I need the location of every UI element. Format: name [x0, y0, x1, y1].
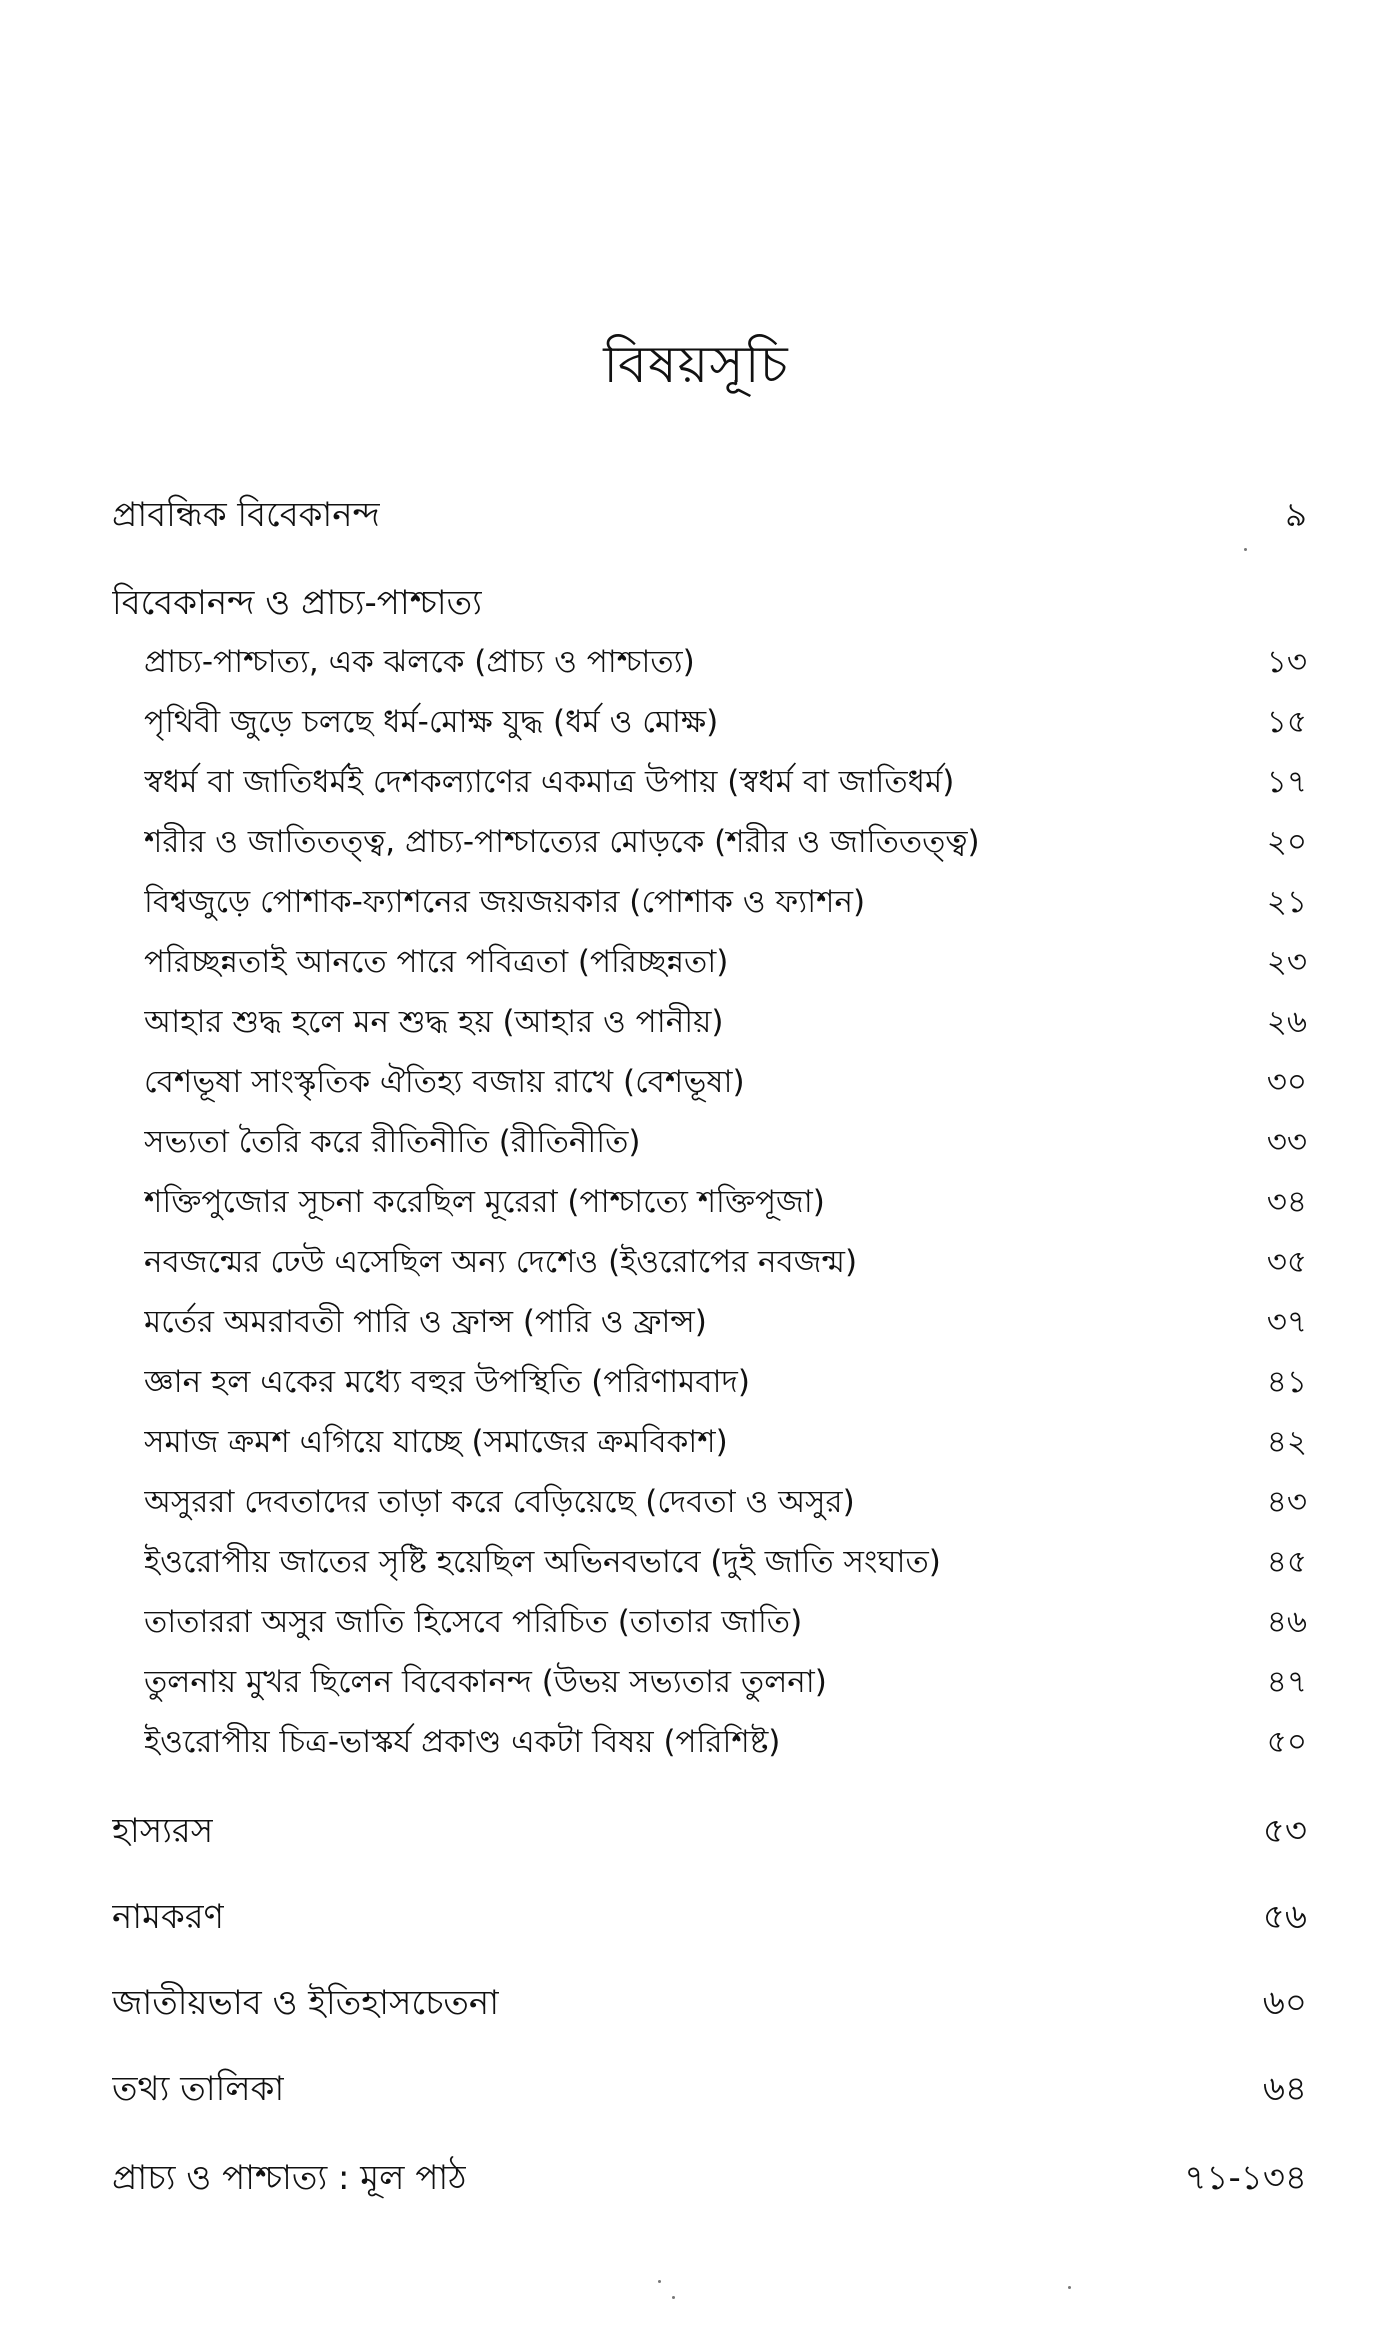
toc-entry-page: ২৩	[1266, 944, 1307, 980]
toc-entry-page: ২১	[1266, 884, 1307, 920]
toc-subentry	[144, 1120, 1307, 1164]
toc-section-heading	[112, 580, 1307, 626]
toc-subentry	[144, 760, 1307, 804]
toc-entry-label: শরীর ও জাতিতত্ত্ব, প্রাচ্য-পাশ্চাত্যের মোড়কে (শরীর ও জাতিতত্ত্ব)	[144, 824, 980, 860]
toc-entry-page: ৬০	[1262, 1983, 1307, 2023]
page-title: বিষয়সূচি	[603, 335, 789, 395]
toc-entry-label: বিবেকানন্দ ও প্রাচ্য-পাশ্চাত্য	[112, 583, 482, 623]
toc-entry	[112, 1980, 1307, 2026]
toc-entry-page: ৫০	[1266, 1724, 1307, 1760]
toc-entry-label: অসুররা দেবতাদের তাড়া করে বেড়িয়েছে (দেবতা ও অসুর)	[144, 1484, 855, 1520]
toc-subentry	[144, 940, 1307, 984]
toc-entry-page: ২০	[1266, 824, 1307, 860]
toc-entry-label: পরিচ্ছন্নতাই আনতে পারে পবিত্রতা (পরিচ্ছন্নতা)	[144, 944, 729, 980]
toc-entry-label: জ্ঞান হল একের মধ্যে বহুর উপস্থিতি (পরিণামবাদ)	[144, 1364, 750, 1400]
paper-speck	[672, 2296, 675, 2299]
toc-subentry	[144, 1240, 1307, 1284]
toc-entry-label: হাস্যরস	[112, 1811, 214, 1851]
toc-entry-page: ৯	[1284, 495, 1307, 535]
toc-entry-label: তাতাররা অসুর জাতি হিসেবে পরিচিত (তাতার জাতি)	[144, 1604, 803, 1640]
toc-entry-page: ৭১-১৩৪	[1184, 2158, 1307, 2198]
toc-subentry	[144, 1060, 1307, 1104]
toc-entry-page: ৪২	[1266, 1424, 1307, 1460]
toc-entry-label: মর্তের অমরাবতী পারি ও ফ্রান্স (পারি ও ফ্রান্স)	[144, 1304, 707, 1340]
toc-entry-page: ৪১	[1266, 1364, 1307, 1400]
toc-entry-page: ৫৩	[1262, 1811, 1307, 1851]
toc-subentry	[144, 1660, 1307, 1704]
toc-entry-page: ২৬	[1266, 1004, 1307, 1040]
toc-entry-label: শক্তিপুজোর সূচনা করেছিল মূরেরা (পাশ্চাত্যে শক্তিপূজা)	[144, 1184, 825, 1220]
toc-entry-page: ৪৫	[1266, 1544, 1307, 1580]
toc-entry-label: নামকরণ	[112, 1897, 225, 1937]
toc-subentry	[144, 1000, 1307, 1044]
paper-speck	[658, 2280, 661, 2283]
toc-entry-label: বিশ্বজুড়ে পোশাক-ফ্যাশনের জয়জয়কার (পোশাক ও ফ্যাশন)	[144, 884, 866, 920]
toc-entry-page: ৩৫	[1266, 1244, 1307, 1280]
toc-entry-label: ইওরোপীয় জাতের সৃষ্টি হয়েছিল অভিনবভাবে (দুই জাতি সংঘাত)	[144, 1544, 941, 1580]
toc-entry-page: ১৭	[1266, 764, 1307, 800]
toc-entry-label: জাতীয়ভাব ও ইতিহাসচেতনা	[112, 1983, 500, 2023]
toc-entry-label: প্রাচ্য ও পাশ্চাত্য : মূল পাঠ	[112, 2158, 467, 2198]
toc-subentry	[144, 1720, 1307, 1764]
toc-entry-label: সভ্যতা তৈরি করে রীতিনীতি (রীতিনীতি)	[144, 1124, 641, 1160]
toc-entry-label: ইওরোপীয় চিত্র-ভাস্কর্য প্রকাণ্ড একটা বিষয় (পরিশিষ্ট)	[144, 1724, 781, 1760]
toc-entry-label: নবজন্মের ঢেউ এসেছিল অন্য দেশেও (ইওরোপের নবজন্ম)	[144, 1244, 858, 1280]
toc-entry-page: ৪৭	[1266, 1664, 1307, 1700]
toc-entry-label: সমাজ ক্রমশ এগিয়ে যাচ্ছে (সমাজের ক্রমবিকাশ)	[144, 1424, 728, 1460]
toc-entry	[112, 2155, 1307, 2201]
toc-subentry	[144, 1540, 1307, 1584]
toc-entry-label: তথ্য তালিকা	[112, 2069, 285, 2109]
toc-entry	[112, 2066, 1307, 2112]
toc-entry-page: ৪৩	[1266, 1484, 1307, 1520]
toc-entry-page: ৩৩	[1266, 1124, 1307, 1160]
toc-subentry	[144, 1420, 1307, 1464]
toc-entry	[112, 1808, 1307, 1854]
paper-speck	[1244, 548, 1247, 551]
toc-entry-page: ৩০	[1266, 1064, 1307, 1100]
toc-entry-label: স্বধর্ম বা জাতিধর্মই দেশকল্যাণের একমাত্র উপায় (স্বধর্ম বা জাতিধর্ম)	[144, 764, 955, 800]
toc-subentry	[144, 1480, 1307, 1524]
toc-entry	[112, 492, 1307, 538]
toc-entry-label: তুলনায় মুখর ছিলেন বিবেকানন্দ (উভয় সভ্যতার তুলনা)	[144, 1664, 827, 1700]
toc-subentry	[144, 1180, 1307, 1224]
toc-subentry	[144, 1300, 1307, 1344]
toc-subentry	[144, 820, 1307, 864]
toc-entry-page: ৩৭	[1266, 1304, 1307, 1340]
toc-entry-label: পৃথিবী জুড়ে চলছে ধর্ম-মোক্ষ যুদ্ধ (ধর্ম ও মোক্ষ)	[144, 704, 719, 740]
toc-entry-label: প্রাচ্য-পাশ্চাত্য, এক ঝলকে (প্রাচ্য ও পাশ্চাত্য)	[144, 644, 695, 680]
toc-entry-page: ৬৪	[1262, 2069, 1307, 2109]
toc-entry-label: বেশভূষা সাংস্কৃতিক ঐতিহ্য বজায় রাখে (বেশভূষা)	[144, 1064, 745, 1100]
paper-speck	[1068, 2286, 1071, 2289]
toc-entry-label: আহার শুদ্ধ হলে মন শুদ্ধ হয় (আহার ও পানীয়)	[144, 1004, 724, 1040]
toc-subentry	[144, 1360, 1307, 1404]
toc-entry	[112, 1894, 1307, 1940]
toc-entry-page: ১৫	[1266, 704, 1307, 740]
toc-entry-page: ৩৪	[1266, 1184, 1307, 1220]
toc-subentry	[144, 1600, 1307, 1644]
toc-subentry	[144, 880, 1307, 924]
toc-subentry	[144, 700, 1307, 744]
toc-entry-label: প্রাবন্ধিক বিবেকানন্দ	[112, 495, 380, 535]
toc-entry-page: ৫৬	[1262, 1897, 1307, 1937]
toc-entry-page: ১৩	[1266, 644, 1307, 680]
toc-subentry	[144, 640, 1307, 684]
toc-entry-page: ৪৬	[1266, 1604, 1307, 1640]
